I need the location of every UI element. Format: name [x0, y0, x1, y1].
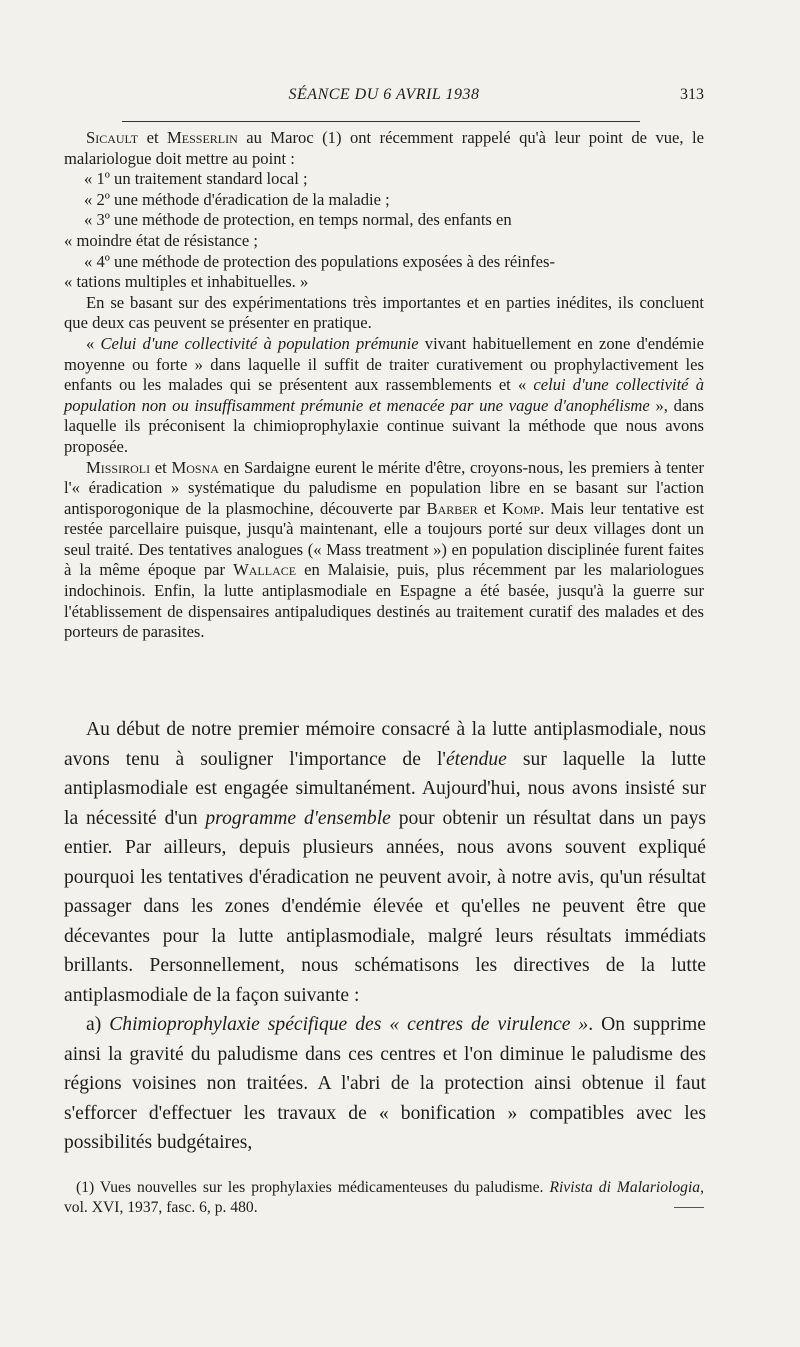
paragraph-first-memoir [64, 715, 706, 1010]
footnote-end-rule [674, 1207, 704, 1208]
list-item-4a: « 4º une méthode de protection des populations exposées à des réinfes- [84, 251, 556, 271]
main-text-section [64, 715, 706, 1158]
running-title: SÉANCE DU 6 AVRIL 1938 [288, 86, 480, 103]
author-name: Komp [502, 498, 541, 518]
text-run: Au début de notre premier mémoire consacré à la lutte antiplasmodiale, nous avons tenu à souligner l'importance de l' [64, 719, 706, 770]
paragraph-experiments: En se basant sur des expérimentations très importantes et en parties inédites, ils concluent que deux cas peuvent se présenter en pratique. [64, 292, 704, 333]
header-rule [122, 121, 640, 122]
footnote-text [64, 1178, 704, 1218]
paragraph-missiroli [64, 458, 704, 643]
author-name: Wallace [233, 560, 297, 580]
list-item-3b: « moindre état de résistance ; [64, 230, 258, 250]
text-run: . On supprime ainsi la gravité du paludisme dans ces centres et l'on diminue le paludisme des régions voisines non traitées. A l'abri de la protection ainsi obtenue il faut s'efforcer d'effectuer les travaux de « bonification » compatibles avec les possibilités budgétaires, [64, 1014, 706, 1153]
list-item-2: « 2º une méthode d'éradication de la maladie ; [84, 189, 390, 209]
author-name: Sicault [86, 128, 139, 147]
text-run: pour obtenir un résultat dans un pays entier. Par ailleurs, depuis plusieurs années, nous avons souvent expliqué pourquoi les tentatives d'éradication ne peuvent avoir, à notre avis, qu'un résultat passager dans les zones d'endémie élevée et qu'elles ne peuvent être que décevantes pour la lutte antiplasmodiale, malgré leurs résultats immédiats brillants. Personnellement, nous schématisons les directives de la lutte antiplasmodiale de la façon suivante : [64, 807, 706, 1006]
list-item-3a: « 3º une méthode de protection, en temps normal, des enfants en [84, 210, 512, 230]
text-run: et [150, 457, 172, 477]
text-run: et [477, 498, 503, 518]
list-item-4b: « tations multiples et inhabituelles. » [64, 272, 309, 292]
text-run: . Mais leur tentative est restée parcellaire puisque, jusqu'à maintenant, elle a toujours porté sur deux villages dont un seul traité. Des tentatives analogues (« Mass treatment ») en population disciplinée furent faites à la même époque par [64, 498, 704, 580]
italic-run: celui d'une collectivité à population non ou insuffisamment prémunie et menacée par une vague d'anophélisme [64, 375, 704, 415]
author-name: Messerlin [167, 128, 238, 147]
text-run: en Malaisie, puis, plus récemment par les malariologues indochinois. Enfin, la lutte antiplasmodiale en Espagne a été basée, jusqu'à la guerre sur l'établissement de dispensaires antipaludiques destinés au traitement curatif des malades et des porteurs de parasites. [64, 560, 704, 642]
italic-run: Rivista di Malariologia [549, 1179, 701, 1196]
small-print-section [64, 128, 704, 643]
author-name: Missiroli [86, 457, 151, 477]
text-run: a) [86, 1014, 110, 1035]
italic-run: programme d'ensemble [205, 807, 391, 829]
text-run: vivant habituellement en zone d'endémie moyenne ou forte » dans laquelle il suffit de traiter curativement ou prophylactivement les enfants ou les malades qui se présentent aux rassemblements et « [64, 333, 704, 395]
text-run: (1) Vues nouvelles sur les prophylaxies médicamenteuses du paludisme. [76, 1179, 550, 1196]
text-run: sur laquelle la lutte antiplasmodiale est engagée simultanément. Aujourd'hui, nous avons insisté sur la nécessité d'un [64, 748, 706, 829]
author-name: Barber [426, 498, 478, 518]
author-name: Mosna [171, 457, 219, 477]
text-run: au Maroc (1) ont récemment rappelé qu'à leur point de vue, le malariologue doit mettre au point : [64, 128, 704, 168]
running-header [64, 86, 704, 112]
italic-run: Chimioprophylaxie spécifique des « centres de virulence » [109, 1014, 589, 1035]
page-number: 313 [680, 86, 704, 103]
text-run: , vol. XVI, 1937, fasc. 6, p. 480. [64, 1179, 705, 1216]
text-run: « [86, 333, 101, 353]
text-run: », dans laquelle ils préconisent la chimioprophylaxie continue suivant la méthode que nous avons proposée. [64, 395, 704, 456]
paragraph-item-a [64, 1010, 706, 1158]
footnote [64, 1178, 704, 1218]
list-item-1: « 1º un traitement standard local ; [84, 169, 308, 189]
italic-run: étendue [445, 748, 507, 770]
italic-run: Celui d'une collectivité à population prémunie [100, 333, 419, 353]
text-run: et [138, 128, 168, 147]
paragraph-sicault [64, 128, 704, 169]
text-run: en Sardaigne eurent le mérite d'être, croyons-nous, les premiers à tenter l'« éradication » systématique du paludisme en population libre en se basant sur l'action antisporogonique de la plasmochine, découverte par [64, 457, 704, 518]
paragraph-cases [64, 334, 704, 458]
